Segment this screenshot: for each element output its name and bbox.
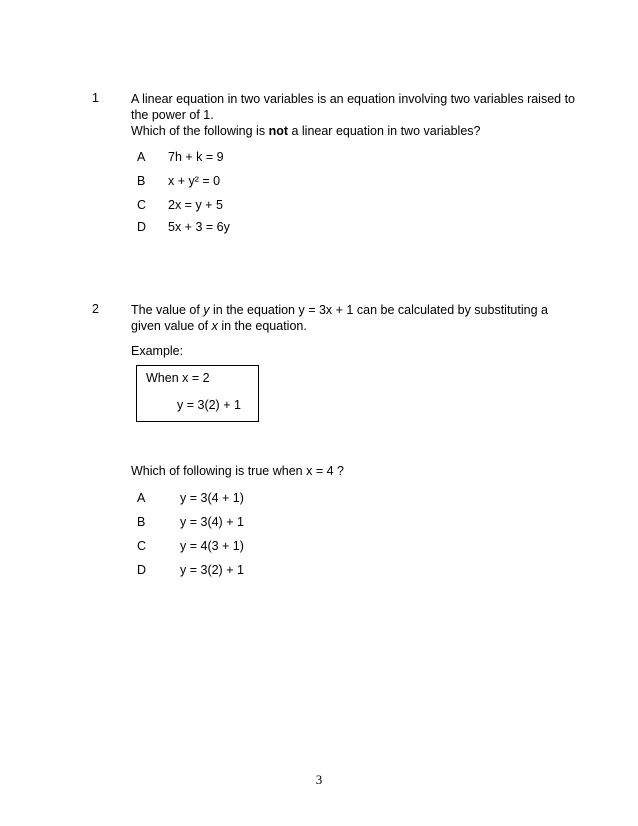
emphasis-not: not (268, 124, 288, 138)
q1-option-c-letter: C (137, 198, 147, 212)
q2-option-d-letter: D (137, 563, 147, 577)
q2-option-d-expr: y = 3(2) + 1 (180, 563, 244, 577)
question-2-prompt: Which of following is true when x = 4 ? (131, 464, 344, 478)
q1-option-d-letter: D (137, 220, 147, 234)
example-box-line-2: y = 3(2) + 1 (177, 398, 241, 412)
question-1-line-1: A linear equation in two variables is an equation involving two variables raised to (131, 92, 576, 106)
q1-option-c-expr: 2x = y + 5 (168, 198, 223, 212)
q2-option-a-letter: A (137, 491, 146, 505)
q2-option-b-letter: B (137, 515, 146, 529)
page-number: 3 (315, 772, 323, 787)
equation-inline: y = 3x + 1 (298, 303, 354, 317)
question-1-line-2: the power of 1. (131, 108, 214, 122)
q2-option-b-expr: y = 3(4) + 1 (180, 515, 244, 529)
q1-option-d-expr: 5x + 3 = 6y (168, 220, 230, 234)
q1-option-a-letter: A (137, 150, 146, 164)
question-2-line-1: The value of y in the equation y = 3x + 1 can be calculated by substituting a (131, 303, 548, 317)
example-box-line-1: When x = 2 (146, 371, 210, 385)
question-1-line-3: Which of the following is not a linear equation in two variables? (131, 124, 481, 138)
question-1-number: 1 (92, 91, 99, 105)
q2-option-c-expr: y = 4(3 + 1) (180, 539, 244, 553)
question-2-number: 2 (92, 302, 99, 316)
q1-option-a-expr: 7h + k = 9 (168, 150, 224, 164)
q1-option-b-expr: x + y² = 0 (168, 174, 221, 188)
question-2-line-2: given value of x in the equation. (131, 319, 307, 333)
q2-option-c-letter: C (137, 539, 147, 553)
q2-option-a-expr: y = 3(4 + 1) (180, 491, 244, 505)
example-label: Example: (131, 344, 184, 358)
q1-option-b-letter: B (137, 174, 146, 188)
